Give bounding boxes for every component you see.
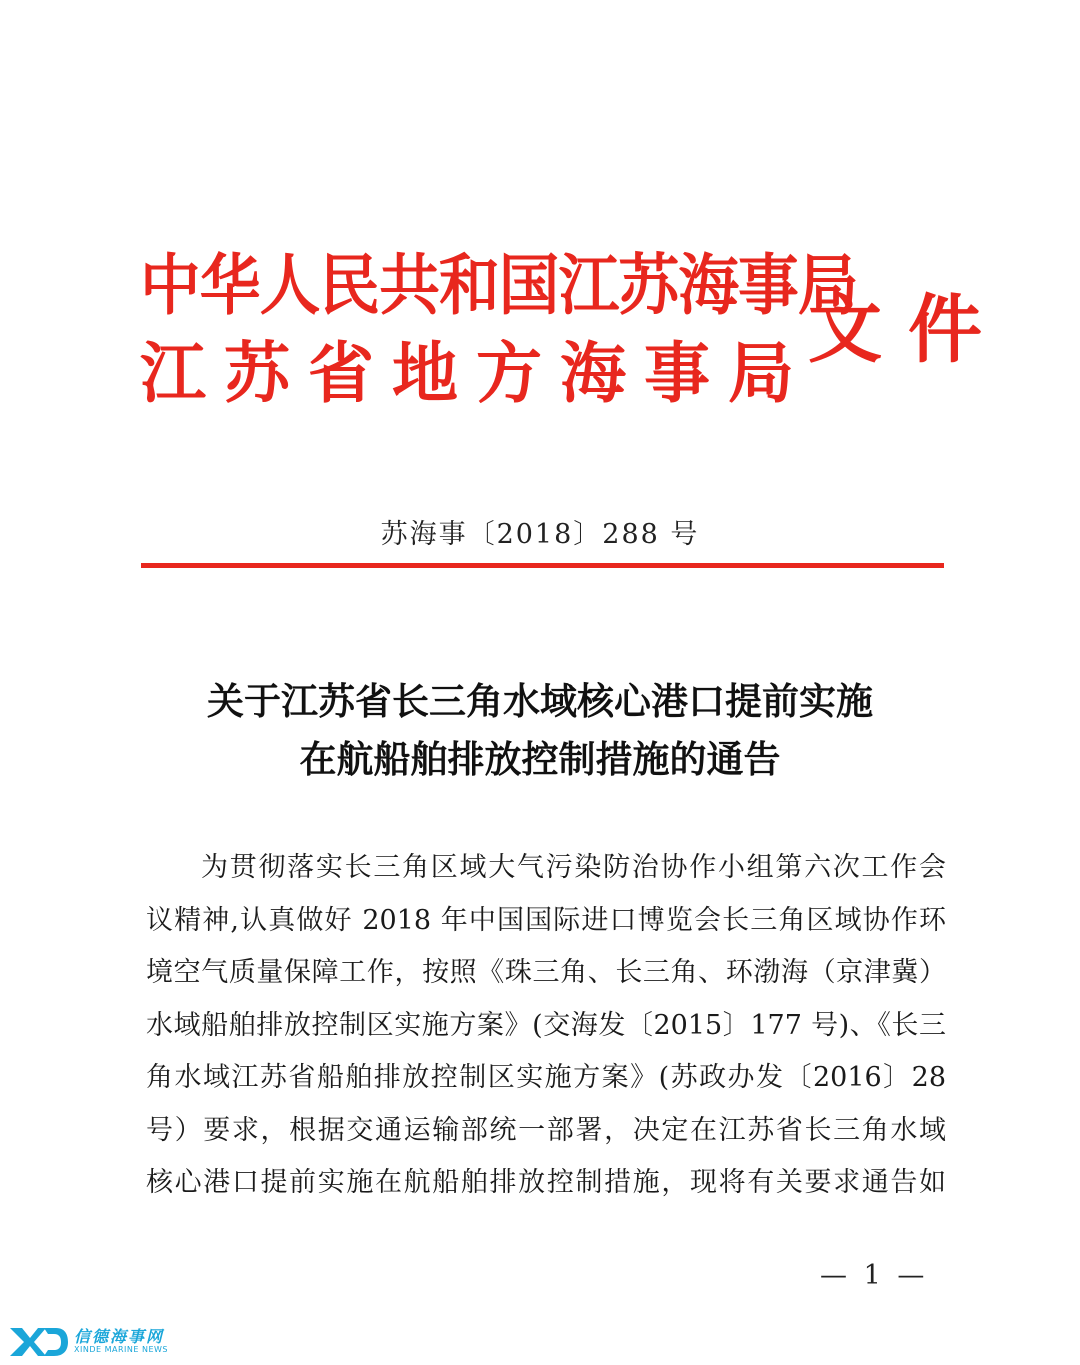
document-title [0, 672, 1080, 788]
watermark-name-cn: 信德海事网 [74, 1327, 165, 1346]
body-line: 角水域江苏省船舶排放控制区实施方案》(苏政办发〔2016〕28 [146, 1062, 946, 1093]
page-number: — 1 — [820, 1260, 929, 1291]
body-paragraph [146, 842, 946, 1210]
masthead-doc-type: 文件 [808, 287, 1008, 373]
red-masthead [140, 245, 1008, 425]
body-line: 水域船舶排放控制区实施方案》(交海发〔2015〕177 号)、《长三 [146, 1009, 946, 1041]
masthead-org-line-2: 江苏省地方海事局 [140, 334, 812, 412]
title-line-1: 关于江苏省长三角水域核心港口提前实施 [207, 679, 873, 723]
body-line: 核心港口提前实施在航船舶排放控制措施，现将有关要求通告如 [146, 1167, 946, 1198]
body-line: 境空气质量保障工作，按照《珠三角、长三角、环渤海（京津冀） [146, 957, 946, 988]
body-line: 号）要求，根据交通运输部统一部署，决定在江苏省长三角水域 [146, 1114, 946, 1146]
document-number: 苏海事〔2018〕288 号 [380, 519, 700, 550]
body-line: 为贯彻落实长三角区域大气污染防治协作小组第六次工作会 [201, 852, 946, 883]
red-divider-line [141, 563, 944, 568]
watermark-name-en: XINDE MARINE NEWS [74, 1345, 168, 1354]
title-line-2: 在航船舶排放控制措施的通告 [299, 737, 781, 781]
watermark [8, 1322, 178, 1362]
xd-logo-icon [8, 1322, 70, 1360]
masthead-org-line-1: 中华人民共和国江苏海事局 [140, 246, 858, 324]
body-line: 议精神,认真做好 2018 年中国国际进口博览会长三角区域协作环 [146, 904, 946, 936]
